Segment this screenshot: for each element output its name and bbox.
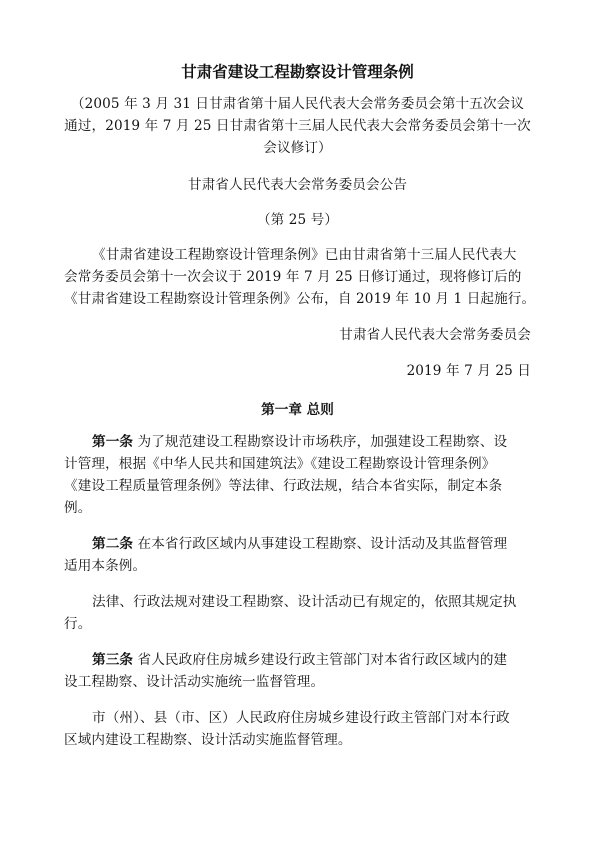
article-first-line: 在本省行政区域内从事建设工程勘察、设计活动及其监督管理: [133, 536, 508, 552]
article-paragraph: [92, 535, 507, 553]
adoption-note-line-1: （2005 年 3 月 31 日甘肃省第十届人民代表大会常务委员会第十五次会议: [70, 96, 525, 112]
article-line: 设工程勘察、设计活动实施统一监督管理。: [64, 674, 325, 690]
article-label: 第一条: [92, 434, 134, 450]
article-line: 计管理，根据《中华人民共和国建筑法》《建设工程勘察设计管理条例》: [64, 456, 496, 472]
article-label: 第二条: [92, 536, 134, 552]
chapter-title: 第一章 总则: [261, 402, 334, 418]
article-paragraph: [92, 593, 517, 611]
article-label: 第三条: [92, 652, 134, 668]
article-paragraph: [92, 433, 507, 451]
article-paragraph: [92, 709, 510, 727]
article-first-line: 为了规范建设工程勘察设计市场秩序，加强建设工程勘察、设: [133, 434, 508, 450]
article-line: 例。: [64, 500, 92, 516]
adoption-note-line-2: 通过，2019 年 7 月 25 日甘肃省第十三届人民代表大会常务委员会第十一次: [64, 118, 531, 134]
issuer: 甘肃省人民代表大会常务委员会: [339, 327, 531, 343]
document-title: 甘肃省建设工程勘察设计管理条例: [181, 63, 414, 81]
announcement-body-line-2: 会常务委员会第十一次会议于 2019 年 7 月 25 日修订通过，现将修订后的: [64, 269, 522, 285]
article-paragraph: [92, 651, 507, 669]
announcement-title: 甘肃省人民代表大会常务委员会公告: [187, 177, 408, 193]
article-line: 《建设工程质量管理条例》等法律、行政法规，结合本省实际，制定本条: [64, 478, 503, 494]
announcement-body-line-3: 《甘肃省建设工程勘察设计管理条例》公布，自 2019 年 10 月 1 日起施行。: [64, 291, 536, 307]
article-line: 适用本条例。: [64, 558, 147, 574]
issue-date: 2019 年 7 月 25 日: [406, 363, 531, 379]
article-first-line: 法律、行政法规对建设工程勘察、设计活动已有规定的，依照其规定执: [92, 594, 517, 610]
article-line: 行。: [64, 616, 92, 632]
article-line: 区域内建设工程勘察、设计活动实施监督管理。: [64, 732, 352, 748]
announcement-body-line-1: 《甘肃省建设工程勘察设计管理条例》已由甘肃省第十三届人民代表大: [92, 247, 517, 263]
article-first-line: 省人民政府住房城乡建设行政主管部门对本省行政区域内的建: [133, 652, 508, 668]
article-first-line: 市（州）、县（市、区）人民政府住房城乡建设行政主管部门对本行政: [92, 710, 510, 726]
announcement-number: （第 25 号）: [256, 212, 339, 228]
adoption-note-line-3: 会议修订）: [263, 140, 332, 156]
